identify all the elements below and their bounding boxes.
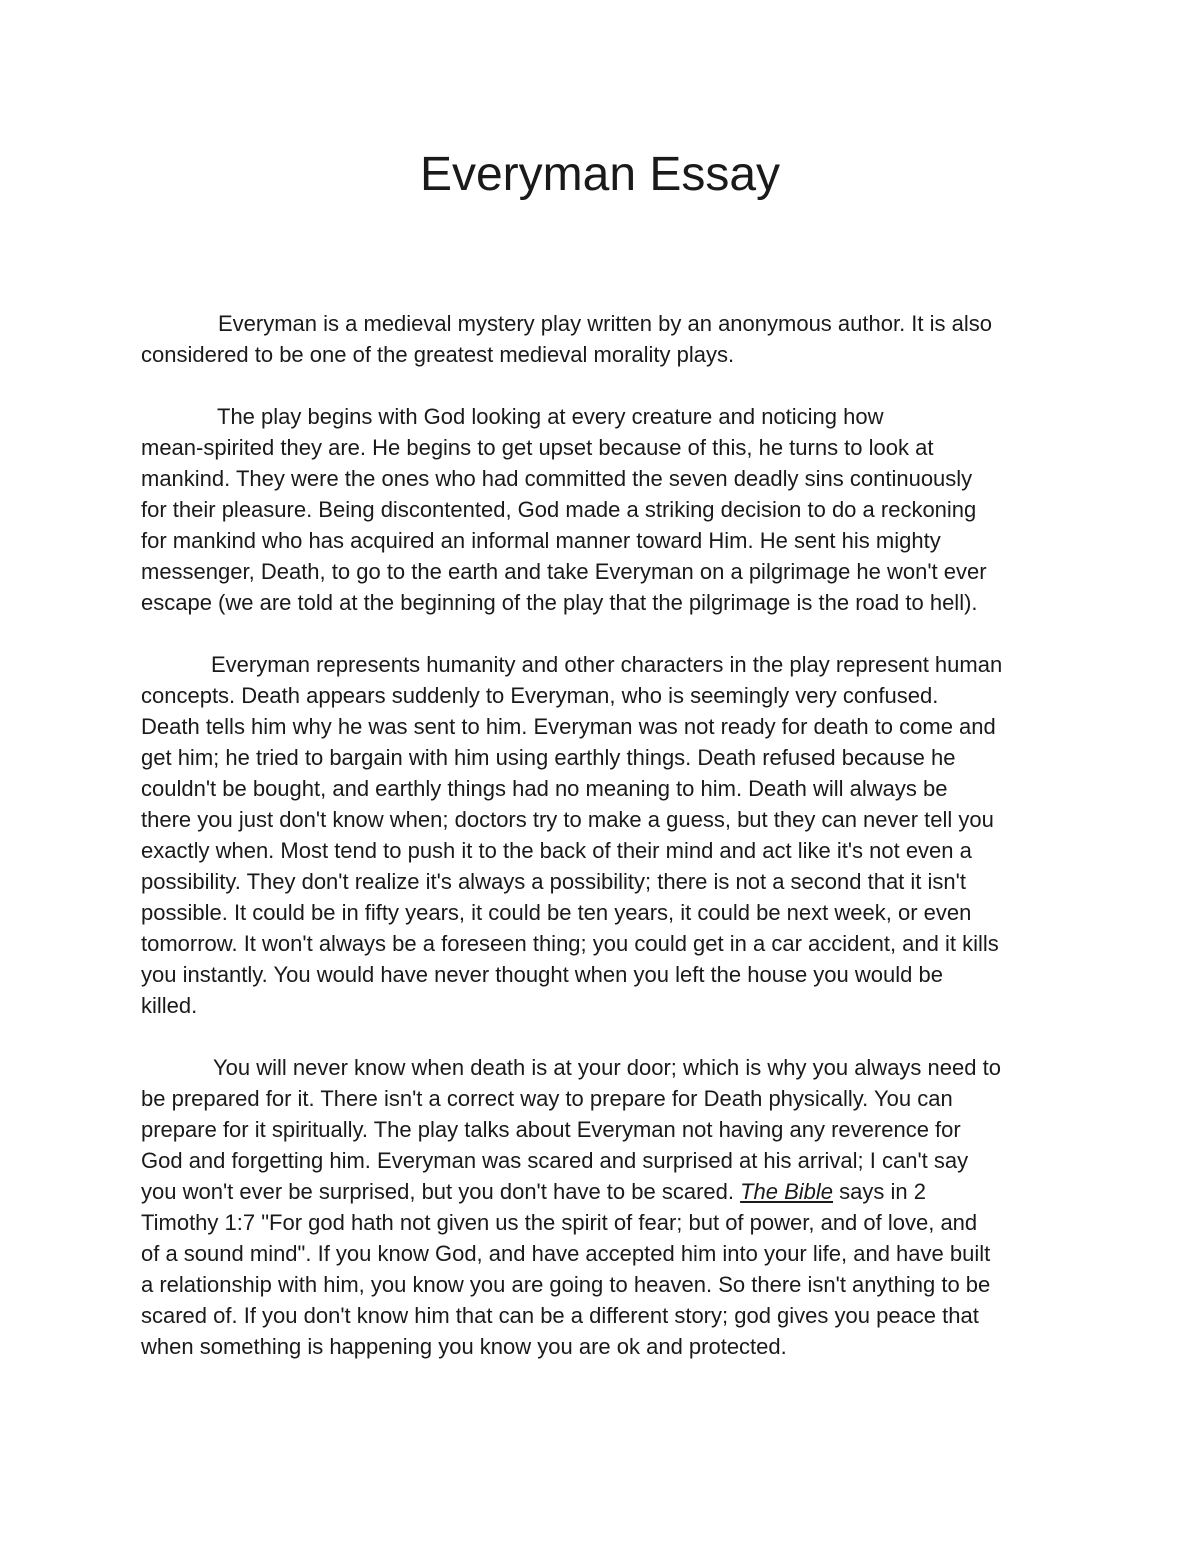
text-line: You will never know when death is at your door; which is why you always need to (213, 1055, 1001, 1080)
text-line: God and forgetting him. Everyman was scared and surprised at his arrival; I can't say (141, 1148, 969, 1173)
text-line: you instantly. You would have never thought when you left the house you would be (141, 962, 943, 987)
paragraph-2 (141, 401, 1076, 618)
text-line: of a sound mind". If you know God, and have accepted him into your life, and have built (141, 1241, 991, 1266)
text-line: mankind. They were the ones who had committed the seven deadly sins continuously (141, 466, 973, 491)
text-line: there you just don't know when; doctors try to make a guess, but they can never tell you (141, 807, 994, 832)
text-line: possibility. They don't realize it's always a possibility; there is not a second that it isn't (141, 869, 966, 894)
essay-body (141, 308, 1076, 1393)
text-line: mean-spirited they are. He begins to get upset because of this, he turns to look at (141, 435, 934, 460)
paragraph-1 (141, 308, 1076, 370)
text-line: when something is happening you know you are ok and protected. (141, 1334, 787, 1359)
text-line: escape (we are told at the beginning of the play that the pilgrimage is the road to hell). (141, 590, 978, 615)
text-line: The play begins with God looking at every creature and noticing how (217, 404, 884, 429)
paragraph-3 (141, 649, 1076, 1021)
text-line: exactly when. Most tend to push it to the back of their mind and act like it's not even a (141, 838, 972, 863)
page-title: Everyman Essay (419, 148, 781, 201)
text-line: get him; he tried to bargain with him using earthly things. Death refused because he (141, 745, 956, 770)
text-line: messenger, Death, to go to the earth and take Everyman on a pilgrimage he won't ever (141, 559, 987, 584)
text-segment: you won't ever be surprised, but you don't have to be scared. (141, 1179, 741, 1204)
text-line: scared of. If you don't know him that can be a different story; god gives you peace that (141, 1303, 979, 1328)
text-line: prepare for it spiritually. The play talks about Everyman not having any reverence for (141, 1117, 961, 1142)
text-line: Timothy 1:7 "For god hath not given us the spirit of fear; but of power, and of love, and (141, 1210, 978, 1235)
text-line: a relationship with him, you know you are going to heaven. So there isn't anything to be (141, 1272, 991, 1297)
paragraph-4 (141, 1052, 1076, 1362)
text-line: tomorrow. It won't always be a foreseen thing; you could get in a car accident, and it kills (141, 931, 999, 956)
text-line: couldn't be bought, and earthly things had no meaning to him. Death will always be (141, 776, 948, 801)
text-line: concepts. Death appears suddenly to Everyman, who is seemingly very confused. (141, 683, 939, 708)
text-line: considered to be one of the greatest medieval morality plays. (141, 342, 735, 367)
text-line: killed. (141, 993, 198, 1018)
book-title-reference: The Bible (740, 1179, 834, 1204)
text-line: Death tells him why he was sent to him. Everyman was not ready for death to come and (141, 714, 996, 739)
text-line: for their pleasure. Being discontented, God made a striking decision to do a reckoning (141, 497, 977, 522)
text-segment: says in 2 (833, 1179, 926, 1204)
text-line: for mankind who has acquired an informal manner toward Him. He sent his mighty (141, 528, 941, 553)
text-line: possible. It could be in fifty years, it could be ten years, it could be next week, or even (141, 900, 972, 925)
text-line: Everyman represents humanity and other characters in the play represent human (211, 652, 1003, 677)
text-line: Everyman is a medieval mystery play written by an anonymous author. It is also (218, 311, 993, 336)
text-line (141, 1176, 1076, 1207)
text-line: be prepared for it. There isn't a correct way to prepare for Death physically. You can (141, 1086, 953, 1111)
